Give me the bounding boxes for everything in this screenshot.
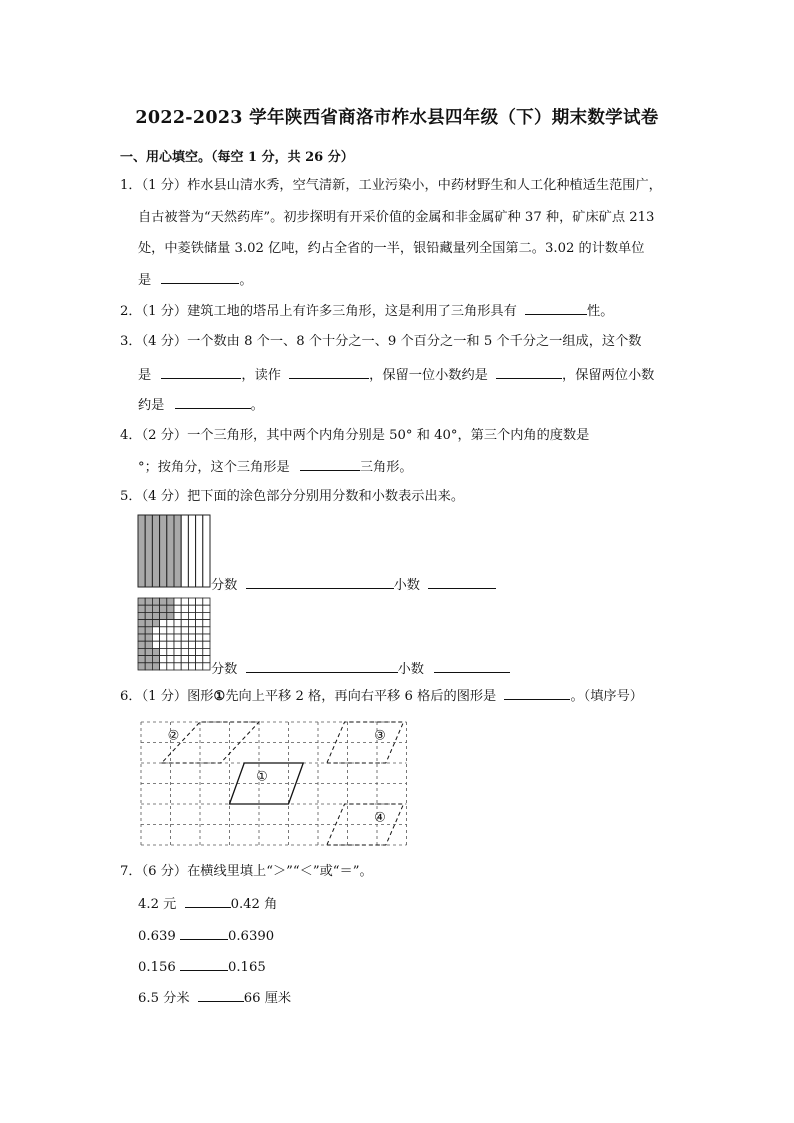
- grid-cell: [152, 598, 159, 605]
- grid-cell: [167, 634, 174, 641]
- q3-one-decimal-blank[interactable]: [496, 366, 562, 379]
- q6-text-a: 6．（1 分）图形: [120, 689, 214, 704]
- exam-title: 2022-2023 学年陕西省商洛市柞水县四年级（下）期末数学试卷: [135, 108, 659, 128]
- grid-cell: [196, 598, 203, 605]
- q7-row-2: [138, 927, 274, 945]
- grid-cell: [203, 605, 210, 612]
- grid-cell: [203, 620, 210, 627]
- grid-cell: [167, 648, 174, 655]
- grid-cell: [203, 627, 210, 634]
- q7-blank-4[interactable]: [198, 989, 244, 1002]
- grid-cell: [188, 605, 195, 612]
- strip-cell: [203, 515, 210, 587]
- grid-cell: [152, 648, 159, 655]
- grid-cell: [138, 605, 145, 612]
- q3-text-a: 是: [138, 368, 152, 383]
- grid-cell: [196, 641, 203, 648]
- q5-row-1: [211, 576, 496, 594]
- grid-cell: [145, 663, 152, 670]
- q3-line-1: 3．（4 分）一个数由 8 个一、8 个十分之一、9 个百分之一和 5 个千分之一组成，这个数: [120, 334, 642, 349]
- q7-right-4: 66 厘米: [243, 991, 292, 1006]
- q5-row-2: [211, 660, 510, 678]
- q1-text-end: 。: [239, 273, 253, 288]
- q3-text-c: ，保留一位小数约是: [369, 368, 488, 383]
- q5-strip-figure: [137, 514, 213, 588]
- grid-cell: [196, 648, 203, 655]
- grid-cell: [145, 620, 152, 627]
- q7-blank-1[interactable]: [185, 895, 231, 908]
- q7-left-2: 0.639: [138, 929, 176, 944]
- q3-text-e: 约是: [138, 398, 165, 413]
- grid-cell: [145, 641, 152, 648]
- grid-cell: [196, 620, 203, 627]
- q7-left-4: 6.5 分米: [138, 991, 190, 1006]
- grid-cell: [145, 627, 152, 634]
- grid-cell: [188, 627, 195, 634]
- grid-cell: [203, 612, 210, 619]
- q7-left-1: 4.2 元: [138, 897, 177, 912]
- grid-cell: [145, 634, 152, 641]
- grid-cell: [203, 641, 210, 648]
- shape-1-label: ①: [256, 769, 268, 785]
- grid-cell: [138, 634, 145, 641]
- grid-cell: [181, 605, 188, 612]
- grid-cell: [152, 634, 159, 641]
- grid-cell: [152, 641, 159, 648]
- q7-row-1: [138, 895, 277, 913]
- q7-blank-3[interactable]: [180, 958, 228, 971]
- q4-text-b: 三角形。: [359, 460, 413, 475]
- grid-cell: [160, 612, 167, 619]
- grid-cell: [152, 620, 159, 627]
- q5-fraction-label-1: 分数: [211, 578, 238, 593]
- grid-cell: [196, 612, 203, 619]
- q2-answer-blank[interactable]: [525, 302, 587, 315]
- grid-cell: [160, 656, 167, 663]
- grid-cell: [160, 648, 167, 655]
- grid-cell: [188, 648, 195, 655]
- grid-cell: [188, 641, 195, 648]
- grid-cell: [152, 612, 159, 619]
- q7-row-3: [138, 958, 266, 976]
- grid-cell: [174, 612, 181, 619]
- grid-cell: [181, 663, 188, 670]
- grid-cell: [152, 605, 159, 612]
- grid-cell: [188, 656, 195, 663]
- q7-left-3: 0.156: [138, 960, 176, 975]
- strip-cell: [196, 515, 203, 587]
- q5-fraction-blank-2[interactable]: [246, 660, 398, 673]
- q4-type-blank[interactable]: [300, 458, 360, 471]
- grid-cell: [152, 627, 159, 634]
- grid-cell: [174, 663, 181, 670]
- grid-cell: [152, 663, 159, 670]
- grid-cell: [188, 598, 195, 605]
- q7-line: 7．（6 分）在横线里填上“＞”“＜”或“＝”。: [120, 864, 373, 879]
- grid-cell: [196, 656, 203, 663]
- q5-decimal-blank-1[interactable]: [428, 576, 496, 589]
- q6-answer-blank[interactable]: [504, 687, 570, 700]
- grid-cell: [138, 627, 145, 634]
- grid-cell: [160, 641, 167, 648]
- q3-text-f: 。: [250, 398, 264, 413]
- q3-text-b: ，读作: [241, 368, 281, 383]
- strip-cell: [174, 515, 181, 587]
- q7-right-1: 0.42 角: [230, 897, 278, 912]
- shape-2-label: ②: [167, 728, 180, 744]
- q5-line: 5．（4 分）把下面的涂色部分分别用分数和小数表示出来。: [120, 489, 465, 504]
- q3-line-3: [138, 396, 264, 414]
- q3-number-blank[interactable]: [161, 366, 241, 379]
- grid-cell: [167, 598, 174, 605]
- strip-cell: [181, 515, 188, 587]
- grid-cell: [174, 620, 181, 627]
- q6-text-c: 先向上平移 2 格，再向右平移 6 格后的图形是: [225, 689, 497, 704]
- grid-cell: [167, 663, 174, 670]
- q5-grid-figure: [137, 597, 213, 671]
- grid-cell: [181, 612, 188, 619]
- grid-cell: [174, 605, 181, 612]
- grid-cell: [181, 620, 188, 627]
- grid-cell: [138, 641, 145, 648]
- grid-cell: [160, 605, 167, 612]
- grid-cell: [145, 598, 152, 605]
- strip-cell: [138, 515, 145, 587]
- q2-text: 2．（1 分）建筑工地的塔吊上有许多三角形，这是利用了三角形具有: [120, 304, 517, 319]
- grid-cell: [152, 656, 159, 663]
- q7-row-4: [138, 989, 291, 1007]
- q1-text: 是: [138, 273, 152, 288]
- grid-cell: [138, 612, 145, 619]
- grid-cell: [160, 620, 167, 627]
- q6-text-d: 。（填序号）: [570, 689, 643, 704]
- grid-cell: [181, 641, 188, 648]
- grid-cell: [174, 641, 181, 648]
- q4-line-1: 4．（2 分）一个三角形，其中两个内角分别是 50° 和 40°，第三个内角的度数是: [120, 428, 590, 443]
- grid-cell: [203, 663, 210, 670]
- grid-cell: [167, 605, 174, 612]
- grid-cell: [188, 634, 195, 641]
- q3-text-d: ，保留两位小数: [562, 368, 655, 383]
- grid-cell: [203, 656, 210, 663]
- grid-cell: [181, 648, 188, 655]
- grid-cell: [167, 656, 174, 663]
- grid-cell: [203, 648, 210, 655]
- strip-cell: [160, 515, 167, 587]
- grid-cell: [138, 598, 145, 605]
- grid-cell: [196, 663, 203, 670]
- grid-cell: [181, 627, 188, 634]
- q4-text-a: °；按角分，这个三角形是: [138, 460, 290, 475]
- grid-cell: [174, 656, 181, 663]
- grid-cell: [181, 634, 188, 641]
- grid-cell: [203, 634, 210, 641]
- strip-cell: [145, 515, 152, 587]
- shape-3-label: ③: [374, 728, 386, 744]
- q4-line-2: [138, 458, 413, 476]
- q1-line-2: 自古被誉为“天然药库”。初步探明有开采价值的金属和非金属矿种 37 种，矿床矿点 213: [138, 210, 655, 225]
- grid-cell: [167, 627, 174, 634]
- grid-cell: [145, 656, 152, 663]
- grid-cell: [145, 605, 152, 612]
- q7-blank-2[interactable]: [180, 927, 228, 940]
- q5-decimal-blank-2[interactable]: [434, 660, 510, 673]
- grid-cell: [145, 648, 152, 655]
- q1-line-4: [138, 271, 253, 289]
- grid-cell: [167, 620, 174, 627]
- q6-translation-grid: [137, 718, 413, 848]
- q3-line-2: [138, 366, 654, 384]
- grid-cell: [160, 598, 167, 605]
- grid-cell: [196, 634, 203, 641]
- grid-cell: [181, 656, 188, 663]
- q6-text-b: ①: [213, 689, 226, 704]
- q7-right-3: 0.165: [227, 960, 266, 975]
- grid-cell: [167, 641, 174, 648]
- strip-cell: [152, 515, 159, 587]
- strip-cell: [167, 515, 174, 587]
- strip-cell: [188, 515, 195, 587]
- section-heading: 一、用心填空。（每空 1 分，共 26 分）: [120, 150, 354, 165]
- q6-line: [120, 687, 643, 705]
- grid-cell: [196, 605, 203, 612]
- grid-cell: [188, 620, 195, 627]
- grid-cell: [138, 663, 145, 670]
- grid-cell: [160, 627, 167, 634]
- grid-cell: [145, 612, 152, 619]
- q5-fraction-blank-1[interactable]: [246, 576, 394, 589]
- grid-cell: [174, 598, 181, 605]
- q7-right-2: 0.6390: [227, 929, 275, 944]
- q5-decimal-label-2: 小数: [397, 662, 424, 677]
- q1-answer-blank[interactable]: [161, 271, 239, 284]
- grid-cell: [160, 663, 167, 670]
- grid-cell: [138, 620, 145, 627]
- q5-decimal-label-1: 小数: [393, 578, 420, 593]
- q1-line-1: 1．（1 分）柞水县山清水秀，空气清新，工业污染小，中药材野生和人工化种植适生范围广，: [120, 178, 662, 193]
- grid-cell: [174, 627, 181, 634]
- grid-cell: [167, 612, 174, 619]
- q5-fraction-label-2: 分数: [211, 662, 238, 677]
- grid-cell: [203, 598, 210, 605]
- grid-cell: [138, 656, 145, 663]
- grid-cell: [160, 634, 167, 641]
- q2-line: [120, 302, 613, 320]
- grid-cell: [138, 648, 145, 655]
- grid-cell: [196, 627, 203, 634]
- grid-cell: [181, 598, 188, 605]
- shape-4-label: ④: [374, 810, 386, 826]
- grid-cell: [174, 634, 181, 641]
- q2-text-end: 性。: [587, 304, 614, 319]
- q3-two-decimal-blank[interactable]: [175, 396, 251, 409]
- q3-reading-blank[interactable]: [289, 366, 369, 379]
- grid-cell: [188, 612, 195, 619]
- grid-cell: [174, 648, 181, 655]
- q1-line-3: 处，中菱铁储量 3.02 亿吨，约占全省的一半，银铅藏量列全国第二。3.02 的计数单位: [138, 241, 645, 256]
- grid-cell: [188, 663, 195, 670]
